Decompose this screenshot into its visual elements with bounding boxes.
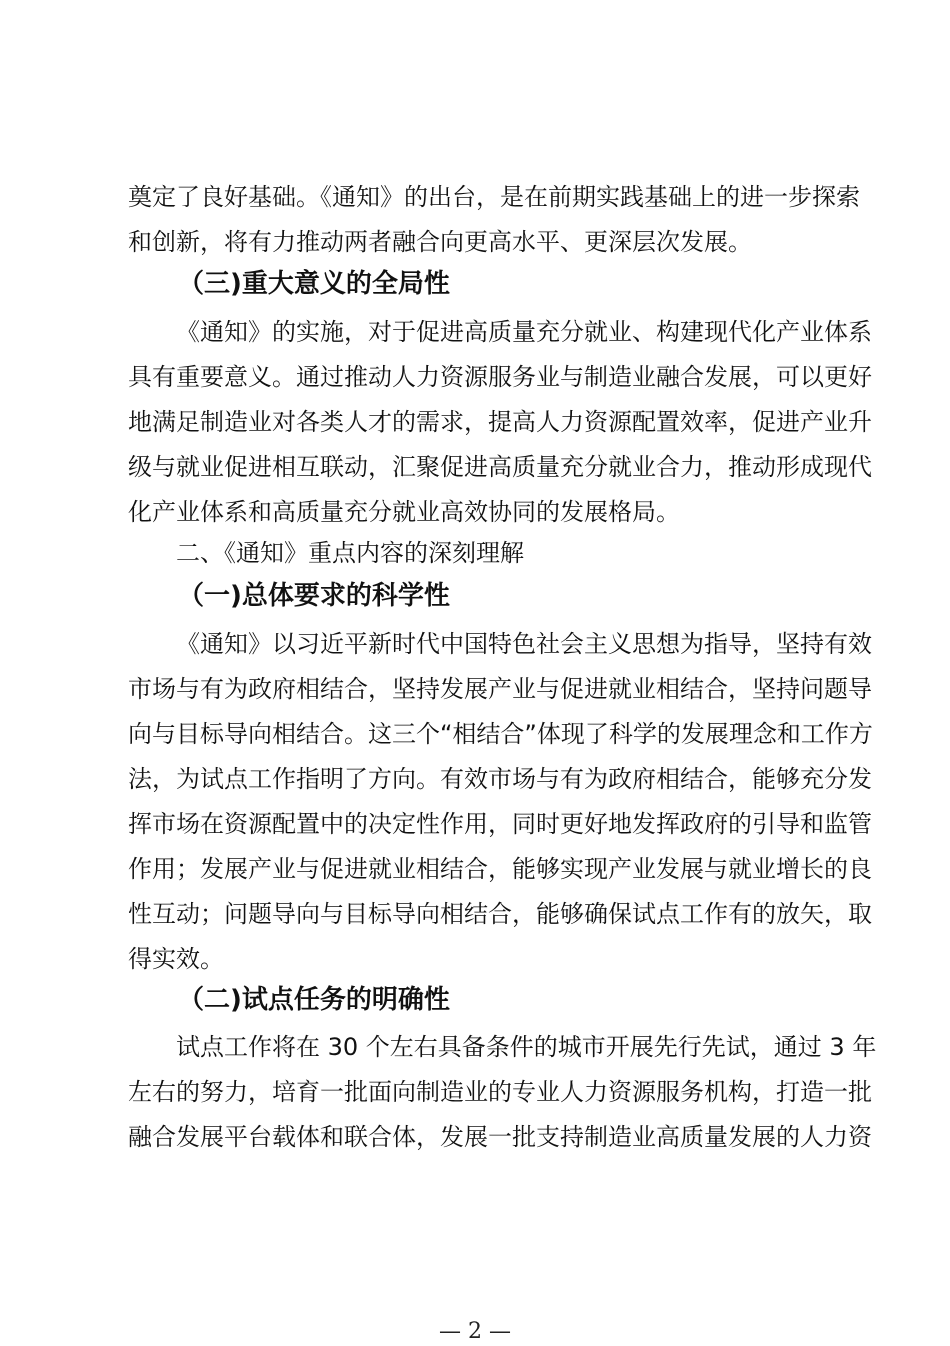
- body-text-line: 向与目标导向相结合。这三个“相结合”体现了科学的发展理念和工作方: [128, 720, 873, 748]
- subsection-heading: （三)重大意义的全局性: [178, 269, 450, 299]
- body-text-line: 作用；发展产业与促进就业相结合，能够实现产业发展与就业增长的良: [128, 855, 872, 883]
- body-text-line: 化产业体系和高质量充分就业高效协同的发展格局。: [128, 498, 680, 526]
- body-text-line: 挥市场在资源配置中的决定性作用，同时更好地发挥政府的引导和监管: [128, 810, 872, 838]
- subsection-heading: （一)总体要求的科学性: [178, 581, 450, 611]
- body-text-line: 具有重要意义。通过推动人力资源服务业与制造业融合发展，可以更好: [128, 363, 872, 391]
- body-text-line: 和创新，将有力推动两者融合向更高水平、更深层次发展。: [128, 228, 752, 256]
- body-text-line: 《通知》的实施，对于促进高质量充分就业、构建现代化产业体系: [176, 318, 872, 346]
- body-text-line: 试点工作将在 30 个左右具备条件的城市开展先行先试，通过 3 年: [176, 1033, 877, 1061]
- body-text-line: 市场与有为政府相结合，坚持发展产业与促进就业相结合，坚持问题导: [128, 675, 872, 703]
- subsection-heading: （二)试点任务的明确性: [178, 985, 450, 1015]
- body-text-line: 级与就业促进相互联动，汇聚促进高质量充分就业合力，推动形成现代: [128, 453, 872, 481]
- page-number: — 2 —: [439, 1319, 511, 1344]
- body-text-line: 融合发展平台载体和联合体，发展一批支持制造业高质量发展的人力资: [128, 1123, 872, 1151]
- body-text-line: 左右的努力，培育一批面向制造业的专业人力资源服务机构，打造一批: [128, 1078, 872, 1106]
- body-text-line: 法，为试点工作指明了方向。有效市场与有为政府相结合，能够充分发: [128, 765, 872, 793]
- section-heading: 二、《通知》重点内容的深刻理解: [176, 539, 524, 567]
- body-text-line: 奠定了良好基础。《通知》的出台，是在前期实践基础上的进一步探索: [128, 183, 860, 211]
- body-text-line: 地满足制造业对各类人才的需求，提高人力资源配置效率，促进产业升: [128, 408, 872, 436]
- body-text-line: 《通知》以习近平新时代中国特色社会主义思想为指导，坚持有效: [176, 630, 872, 658]
- body-text-line: 性互动；问题导向与目标导向相结合，能够确保试点工作有的放矢，取: [128, 900, 872, 928]
- body-text-line: 得实效。: [128, 945, 224, 973]
